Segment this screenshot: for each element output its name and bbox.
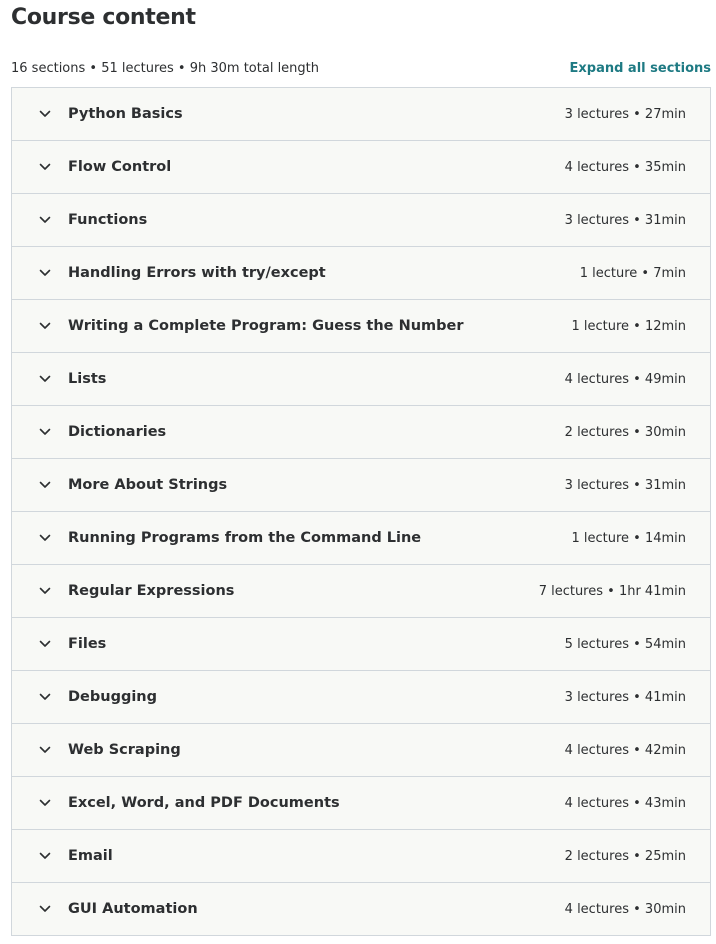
chevron-down-icon (12, 640, 68, 648)
section-row[interactable] (12, 671, 710, 724)
section-title: Flow Control (68, 159, 172, 175)
section-meta: 7 lectures • 1hr 41min (538, 583, 686, 599)
section-row[interactable] (12, 565, 710, 618)
section-title: Lists (68, 371, 107, 387)
section-meta: 4 lectures • 30min (564, 901, 686, 917)
section-title: Handling Errors with try/except (68, 265, 326, 281)
section-title: Dictionaries (68, 424, 167, 440)
section-title: Writing a Complete Program: Guess the Number (68, 318, 464, 334)
chevron-down-icon (12, 746, 68, 754)
section-meta: 5 lectures • 54min (564, 636, 686, 652)
section-row[interactable] (12, 618, 710, 671)
chevron-down-icon (12, 481, 68, 489)
section-meta: 3 lectures • 31min (564, 477, 686, 493)
section-meta: 2 lectures • 30min (564, 424, 686, 440)
section-title: More About Strings (68, 477, 228, 493)
section-title: Web Scraping (68, 742, 181, 758)
section-row[interactable] (12, 141, 710, 194)
section-row[interactable] (12, 459, 710, 512)
section-meta: 3 lectures • 41min (564, 689, 686, 705)
chevron-down-icon (12, 110, 68, 118)
section-meta: 3 lectures • 27min (564, 106, 686, 122)
section-row[interactable] (12, 353, 710, 406)
section-title: Functions (68, 212, 148, 228)
section-row[interactable] (12, 194, 710, 247)
section-row[interactable] (12, 830, 710, 883)
chevron-down-icon (12, 375, 68, 383)
chevron-down-icon (12, 587, 68, 595)
section-meta: 2 lectures • 25min (564, 848, 686, 864)
chevron-down-icon (12, 428, 68, 436)
chevron-down-icon (12, 322, 68, 330)
section-row[interactable] (12, 777, 710, 830)
page-title: Course content (11, 5, 196, 30)
section-meta: 4 lectures • 49min (564, 371, 686, 387)
section-meta: 1 lecture • 14min (571, 530, 686, 546)
section-meta: 4 lectures • 42min (564, 742, 686, 758)
section-title: GUI Automation (68, 901, 198, 917)
course-summary: 16 sections • 51 lectures • 9h 30m total length (11, 60, 320, 76)
section-title: Email (68, 848, 113, 864)
chevron-down-icon (12, 534, 68, 542)
section-row[interactable] (12, 88, 710, 141)
section-meta: 4 lectures • 35min (564, 159, 686, 175)
chevron-down-icon (12, 852, 68, 860)
section-title: Regular Expressions (68, 583, 235, 599)
section-row[interactable] (12, 406, 710, 459)
section-row[interactable] (12, 247, 710, 300)
chevron-down-icon (12, 163, 68, 171)
chevron-down-icon (12, 693, 68, 701)
section-row[interactable] (12, 300, 710, 353)
section-row[interactable] (12, 512, 710, 565)
section-row[interactable] (12, 724, 710, 777)
expand-all-sections-button[interactable]: Expand all sections (569, 60, 711, 76)
section-row[interactable] (12, 883, 710, 936)
chevron-down-icon (12, 799, 68, 807)
section-list (11, 87, 711, 936)
course-summary-row (11, 58, 711, 78)
section-title: Running Programs from the Command Line (68, 530, 422, 546)
chevron-down-icon (12, 269, 68, 277)
section-meta: 3 lectures • 31min (564, 212, 686, 228)
chevron-down-icon (12, 216, 68, 224)
section-title: Debugging (68, 689, 158, 705)
chevron-down-icon (12, 905, 68, 913)
section-meta: 1 lecture • 7min (579, 265, 686, 281)
section-title: Files (68, 636, 107, 652)
section-meta: 4 lectures • 43min (564, 795, 686, 811)
section-title: Excel, Word, and PDF Documents (68, 795, 340, 811)
section-title: Python Basics (68, 106, 183, 122)
section-meta: 1 lecture • 12min (571, 318, 686, 334)
